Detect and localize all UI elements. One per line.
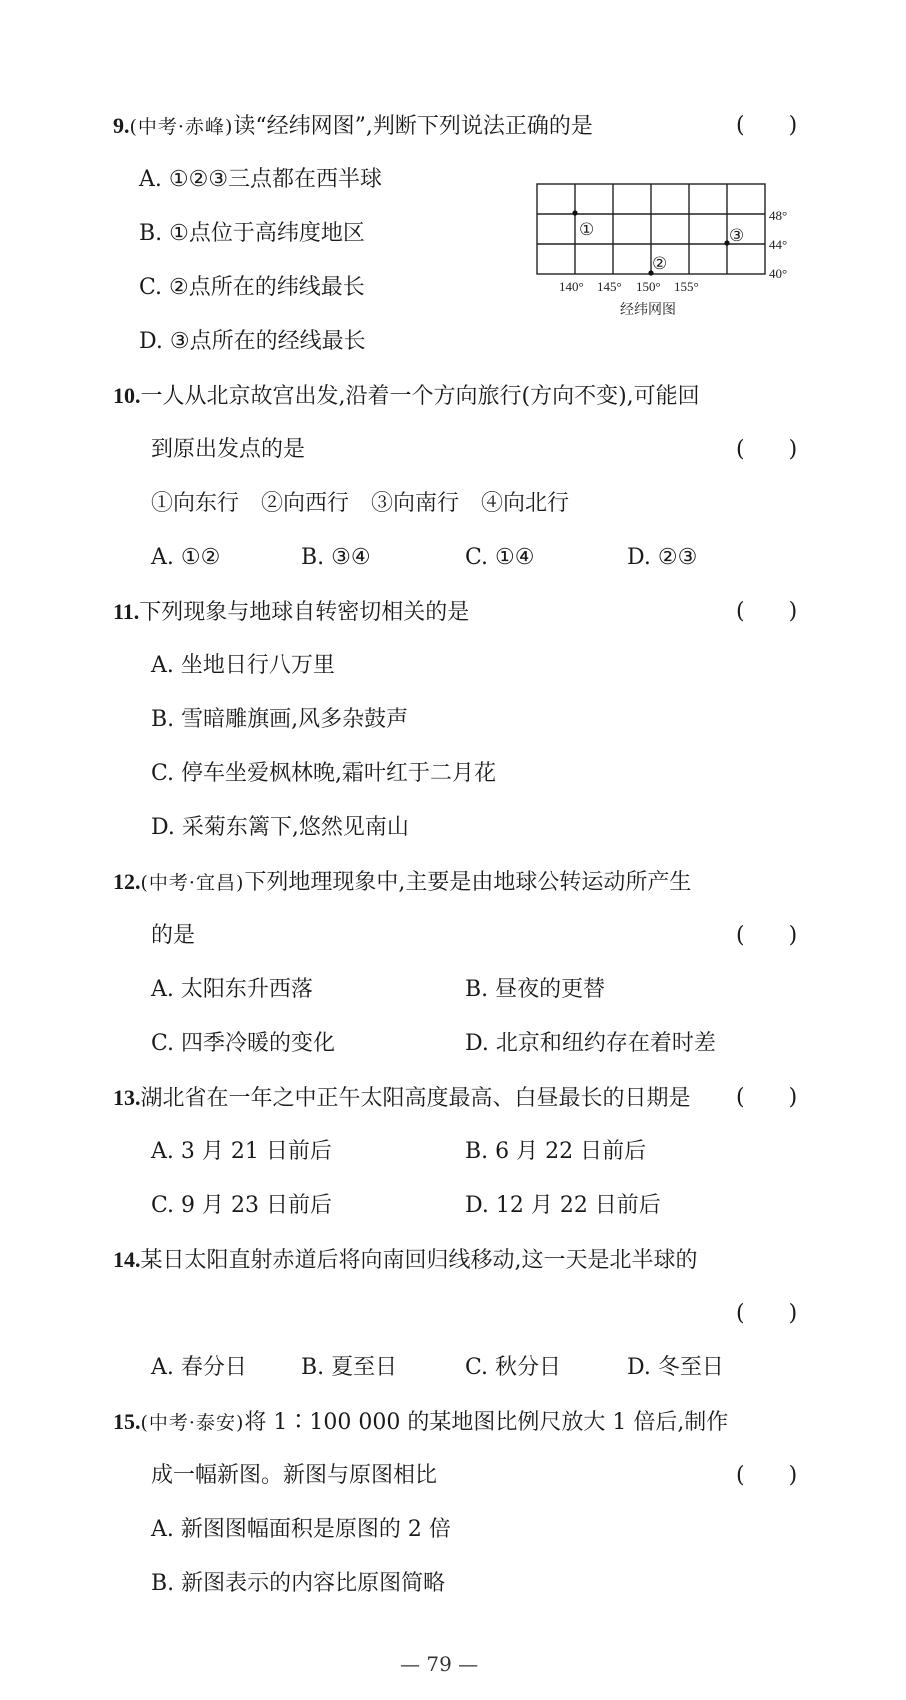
answer-parentheses: ( ) (736, 1463, 798, 1488)
q12-option-d: D. 北京和纽约存在着时差 (465, 1031, 716, 1056)
lon-label-140: 140° (559, 279, 584, 294)
q11-option-a: A. 坐地日行八万里 (151, 653, 335, 678)
answer-parentheses: ( ) (736, 113, 798, 138)
q12-option-b: B. 昼夜的更替 (465, 977, 606, 1002)
lon-label-145: 145° (597, 279, 622, 294)
q12-option-c: C. 四季冷暖的变化 (151, 1031, 336, 1056)
q11-option-c: C. 停车坐爱枫林晚,霜叶红于二月花 (151, 761, 497, 786)
question-source: (中考·宜昌) (140, 872, 245, 894)
q10-items: ①向东行 ②向西行 ③向南行 ④向北行 (151, 491, 570, 516)
q12-option-a: A. 太阳东升西落 (151, 977, 313, 1002)
q12-stem-line-1 (113, 867, 691, 898)
q14-option-c: C. 秋分日 (465, 1355, 562, 1380)
question-number: 12. (113, 869, 141, 894)
q12-stem-line-2: 的是 (151, 923, 196, 948)
answer-parentheses: ( ) (736, 1301, 798, 1326)
point-3-label: ③ (729, 226, 745, 245)
q10-stem-line-2: 到原出发点的是 (151, 437, 306, 462)
question-number: 10. (113, 383, 141, 408)
question-stem: 湖北省在一年之中正午太阳高度最高、白昼最长的日期是 (140, 1086, 691, 1111)
q14-option-d: D. 冬至日 (627, 1355, 724, 1380)
q9-stem-line (113, 111, 593, 142)
question-stem: 一人从北京故宫出发,沿着一个方向旅行(方向不变),可能回 (140, 384, 700, 409)
q10-option-a: A. ①② (151, 545, 221, 570)
q14-option-b: B. 夏至日 (301, 1355, 398, 1380)
question-stem: 下列现象与地球自转密切相关的是 (139, 600, 470, 625)
q15-stem-line-2: 成一幅新图。新图与原图相比 (151, 1463, 438, 1488)
q13-stem-line (113, 1083, 691, 1114)
point-1-label: ① (579, 220, 595, 239)
question-number: 15. (113, 1409, 141, 1434)
q13-option-d: D. 12 月 22 日前后 (465, 1193, 661, 1218)
question-number: 11. (113, 599, 140, 624)
question-stem: 某日太阳直射赤道后将向南回归线移动,这一天是北半球的 (140, 1248, 698, 1273)
question-source: (中考·泰安) (140, 1412, 245, 1434)
q15-stem-line-1 (113, 1407, 728, 1438)
q10-option-b: B. ③④ (301, 545, 371, 570)
question-stem: 下列地理现象中,主要是由地球公转运动所产生 (244, 870, 692, 895)
answer-parentheses: ( ) (736, 599, 798, 624)
point-1-dot (572, 210, 577, 215)
q11-stem-line (113, 597, 469, 628)
question-source: (中考·赤峰) (129, 116, 234, 138)
q10-stem-line-1 (113, 381, 700, 412)
question-number: 13. (113, 1085, 141, 1110)
q15-option-a: A. 新图图幅面积是原图的 2 倍 (151, 1517, 451, 1542)
lat-label-48: 48° (769, 208, 788, 223)
q13-option-a: A. 3 月 21 日前后 (151, 1139, 332, 1164)
question-stem: 将 1∶100 000 的某地图比例尺放大 1 倍后,制作 (244, 1410, 729, 1435)
q13-option-c: C. 9 月 23 日前后 (151, 1193, 333, 1218)
question-number: 9. (113, 113, 130, 138)
q14-option-a: A. 春分日 (151, 1355, 247, 1380)
q9-option-b: B. ①点位于高纬度地区 (139, 221, 365, 246)
q9-option-a: A. ①②③三点都在西半球 (139, 167, 383, 192)
q11-option-b: B. 雪暗雕旗画,风多杂鼓声 (151, 707, 409, 732)
figure-caption: 经纬网图 (620, 303, 676, 318)
q13-option-b: B. 6 月 22 日前后 (465, 1139, 647, 1164)
lat-label-44: 44° (769, 237, 788, 252)
q9-option-c: C. ②点所在的纬线最长 (139, 275, 365, 300)
lat-label-40: 40° (769, 266, 788, 281)
question-number: 14. (113, 1247, 141, 1272)
q14-stem-line (113, 1245, 698, 1276)
answer-parentheses: ( ) (736, 1085, 798, 1110)
q11-option-d: D. 采菊东篱下,悠然见南山 (151, 815, 409, 840)
question-stem: 读“经纬网图”,判断下列说法正确的是 (233, 114, 593, 139)
lon-label-155: 155° (674, 279, 699, 294)
graticule-figure (535, 180, 805, 320)
answer-parentheses: ( ) (736, 437, 798, 462)
q10-option-c: C. ①④ (465, 545, 535, 570)
page-number: — 79 — (400, 1652, 479, 1676)
q9-option-d: D. ③点所在的经线最长 (139, 329, 366, 354)
q15-option-b: B. 新图表示的内容比原图简略 (151, 1571, 446, 1596)
answer-parentheses: ( ) (736, 923, 798, 948)
point-2-label: ② (652, 254, 668, 273)
lon-label-150: 150° (636, 279, 661, 294)
q10-option-d: D. ②③ (627, 545, 698, 570)
